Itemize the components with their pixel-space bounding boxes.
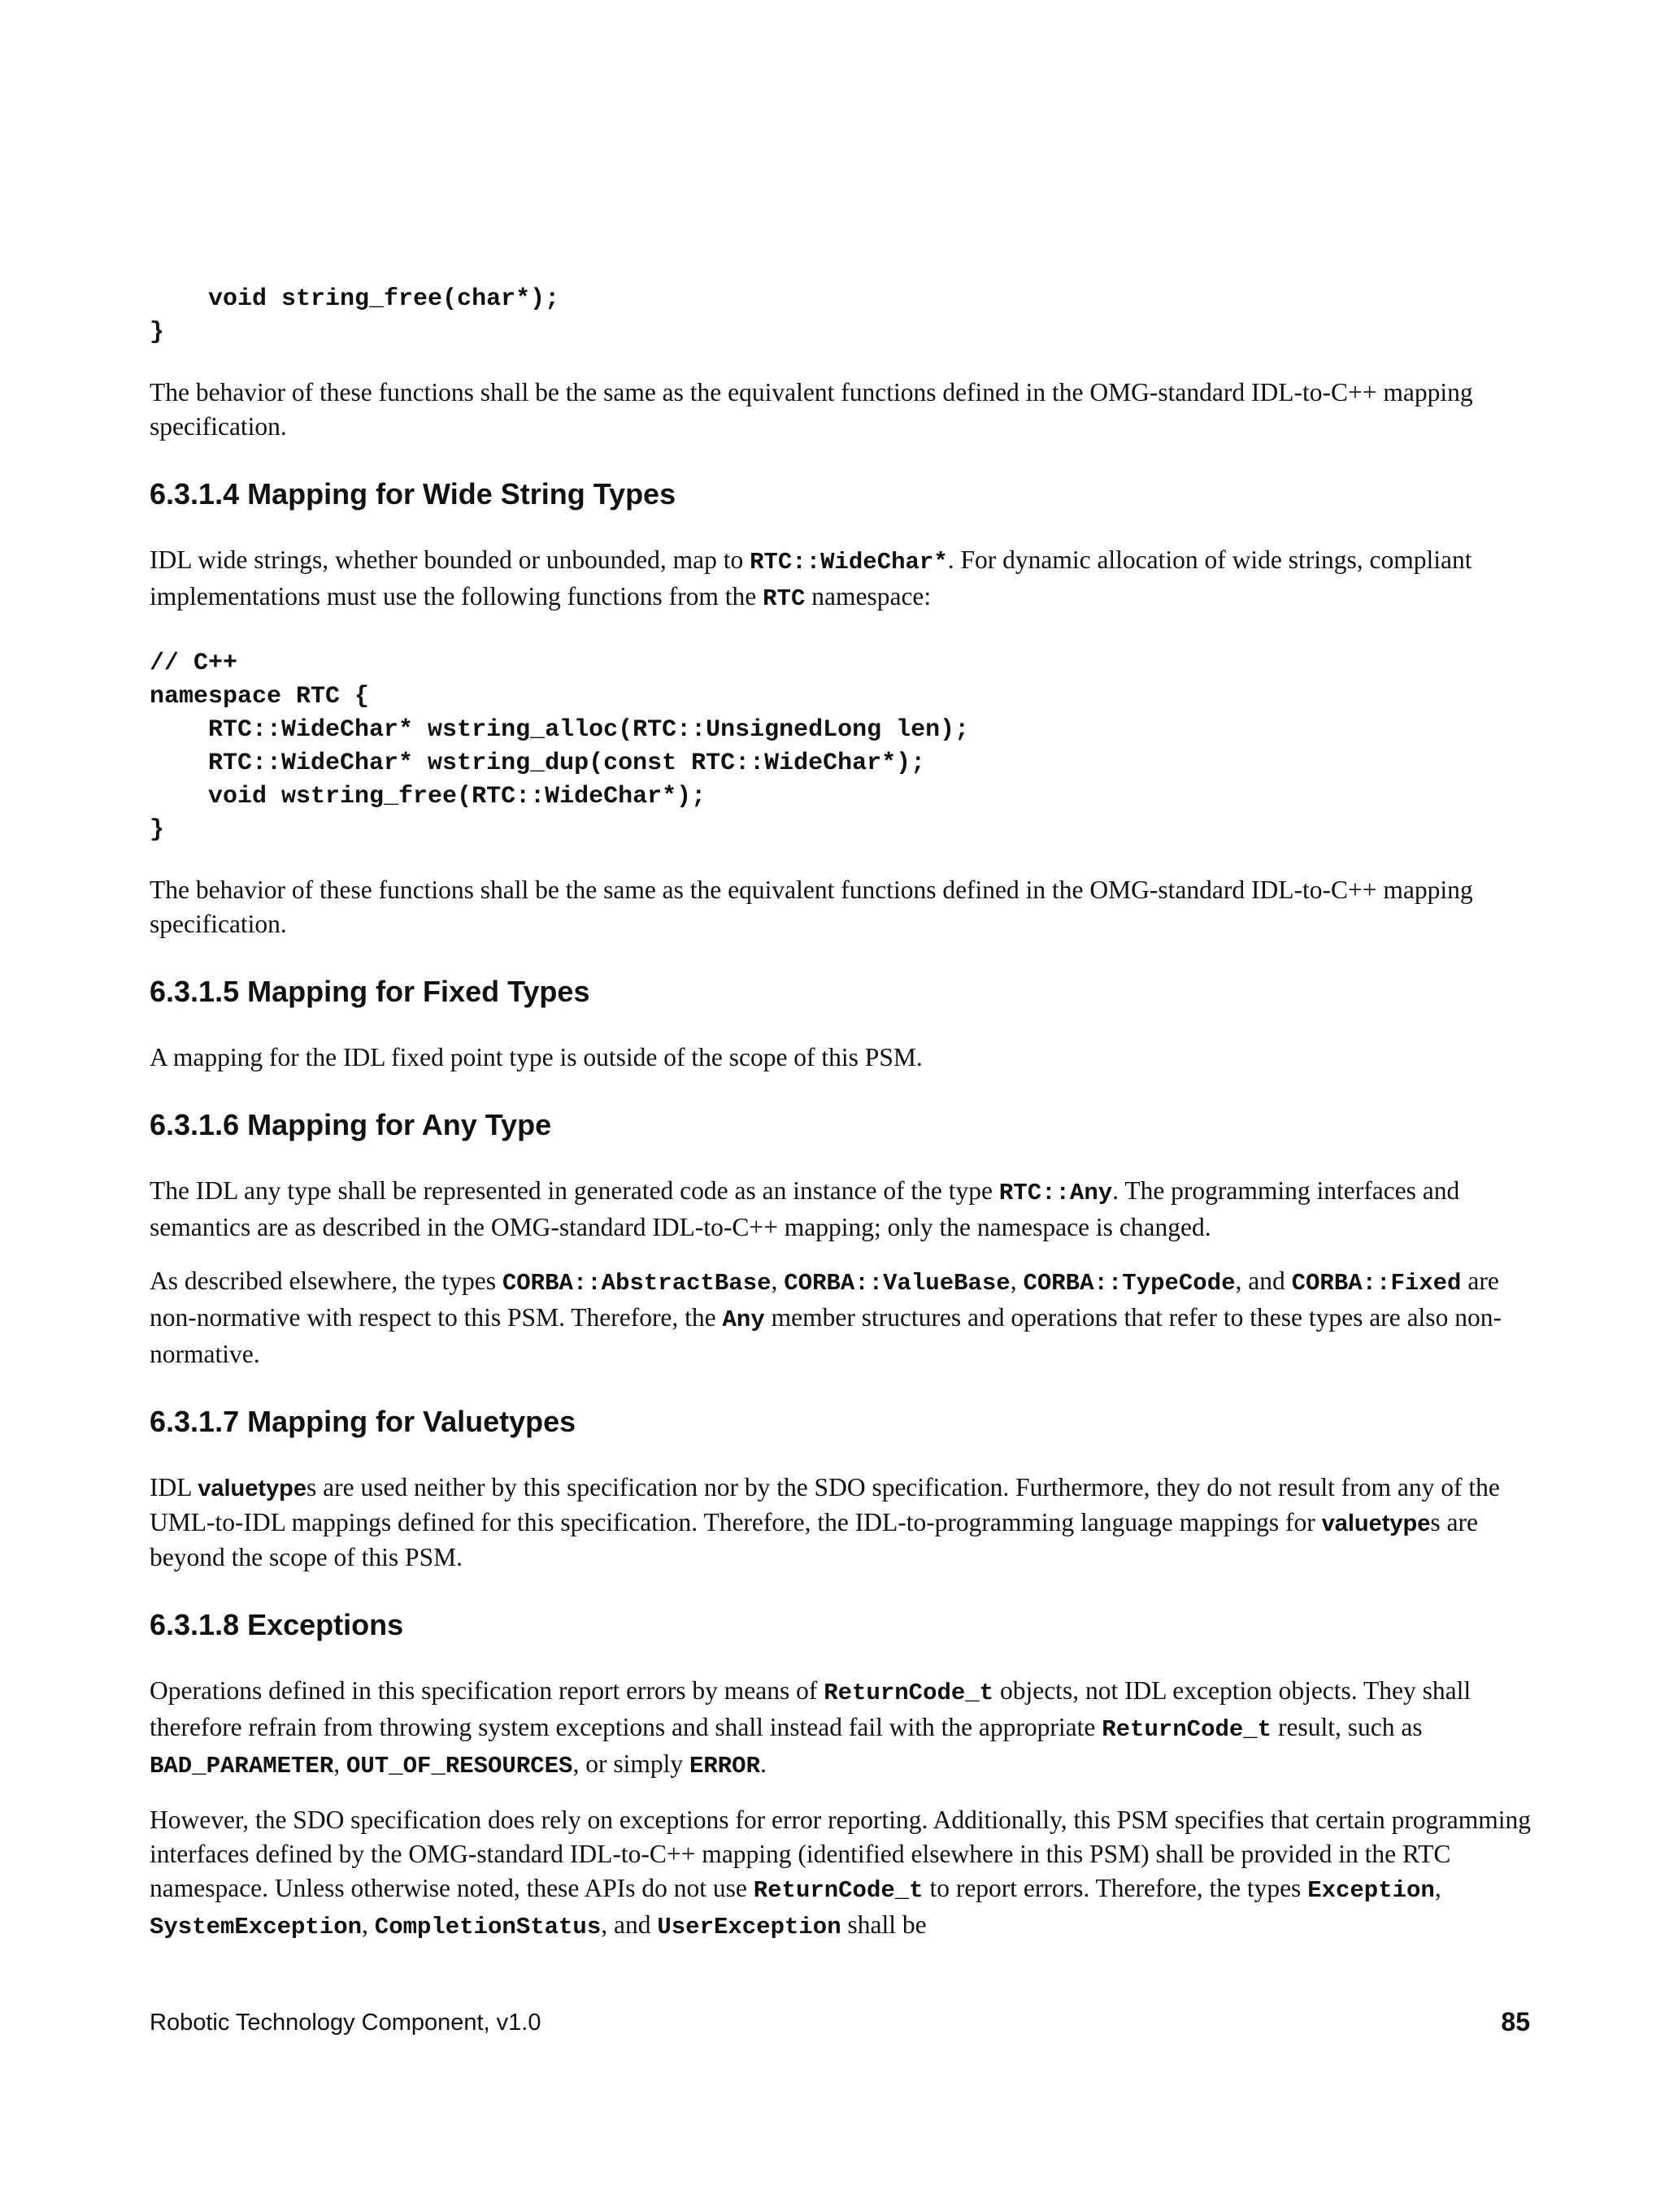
code-block-wstring-functions: // C++ namespace RTC { RTC::WideChar* wstring_alloc(RTC::UnsignedLong len); RTC::WideChar* wstring_dup(const RTC::WideChar*); void wstring_free(RTC::WideChar*); }: [150, 650, 970, 844]
code-term: BAD_PARAMETER: [150, 1753, 334, 1780]
keyword-term: valuetype: [198, 1475, 306, 1501]
paragraph-valuetypes: IDL valuetypes are used neither by this specification nor by the SDO specification. Furthermore, they do not result from any of the UML-to-IDL mappings defined for this specification. Therefore, the IDL-to-programming language mappings for valuetypes are beyond the scope of this PSM.: [150, 1473, 1500, 1571]
code-term: UserException: [657, 1914, 841, 1940]
heading-6-3-1-8: 6.3.1.8 Exceptions: [150, 1608, 404, 1641]
heading-6-3-1-4: 6.3.1.4 Mapping for Wide String Types: [150, 477, 676, 511]
paragraph-return-codes: Operations defined in this specification report errors by means of ReturnCode_t objects, not IDL exception objects. They shall therefore refrain from throwing system exceptions and shall instead fail with the appropriate ReturnCode_t result, such as BAD_PARAMETER, OUT_OF_RESOURCES, or simply ERROR.: [150, 1676, 1472, 1780]
code-term: SystemException: [150, 1914, 363, 1940]
code-block-string-free: void string_free(char*); }: [150, 285, 560, 346]
code-term: CORBA::AbstractBase: [502, 1270, 772, 1297]
code-term: ReturnCode_t: [753, 1877, 924, 1904]
paragraph-any-type: The IDL any type shall be represented in generated code as an instance of the type RTC::Any. The programming interfaces and semantics are as described in the OMG-standard IDL-to-C++ mapping; only the namespace is changed.: [150, 1176, 1460, 1241]
code-term: RTC::Any: [998, 1180, 1113, 1206]
paragraph-non-normative-types: As described elsewhere, the types CORBA::AbstractBase, CORBA::ValueBase, CORBA::TypeCode, and CORBA::Fixed are non-normative with respect to this PSM. Therefore, the Any member structures and operations that refer to these types are also non-normative.: [150, 1267, 1502, 1368]
code-term: RTC::WideChar*: [750, 549, 948, 576]
paragraph-sdo-exceptions: However, the SDO specification does rely on exceptions for error reporting. Additionally, this PSM specifies that certain programming interfaces defined by the OMG-standard IDL-to-C++ mapping (identified elsewhere in this PSM) shall be provided in the RTC namespace. Unless otherwise noted, these APIs do not use ReturnCode_t to report errors. Therefore, the types Exception, SystemException, CompletionStatus, and UserException shall be: [150, 1806, 1532, 1940]
code-term: ReturnCode_t: [1102, 1716, 1272, 1743]
paragraph-wstring-behavior: The behavior of these functions shall be the same as the equivalent functions defined in the OMG-standard IDL-to-C++ mapping specification.: [150, 876, 1473, 938]
code-term: Exception: [1307, 1877, 1435, 1904]
paragraph-fixed-types: A mapping for the IDL fixed point type is outside of the scope of this PSM.: [150, 1043, 923, 1071]
code-term: ERROR: [689, 1753, 760, 1780]
code-term: ReturnCode_t: [824, 1680, 994, 1706]
heading-6-3-1-5: 6.3.1.5 Mapping for Fixed Types: [150, 975, 590, 1008]
footer-page-number: 85: [1501, 2007, 1530, 2036]
code-term: CompletionStatus: [374, 1914, 602, 1940]
code-term: CORBA::Fixed: [1291, 1270, 1462, 1297]
paragraph-wide-strings: IDL wide strings, whether bounded or unbounded, map to RTC::WideChar*. For dynamic allocation of wide strings, compliant implementations must use the following functions from the RTC namespace:: [150, 545, 1472, 612]
code-term: RTC: [763, 585, 806, 612]
paragraph-string-behavior: The behavior of these functions shall be the same as the equivalent functions defined in the OMG-standard IDL-to-C++ mapping specification.: [150, 378, 1473, 441]
code-term: CORBA::TypeCode: [1023, 1270, 1236, 1297]
heading-6-3-1-6: 6.3.1.6 Mapping for Any Type: [150, 1108, 552, 1141]
code-term: Any: [722, 1306, 765, 1333]
keyword-term: valuetype: [1321, 1510, 1431, 1536]
code-term: CORBA::ValueBase: [784, 1270, 1011, 1297]
heading-6-3-1-7: 6.3.1.7 Mapping for Valuetypes: [150, 1405, 576, 1438]
page-content: [150, 283, 1532, 1945]
footer-document-title: Robotic Technology Component, v1.0: [150, 2010, 541, 2036]
code-term: OUT_OF_RESOURCES: [346, 1753, 573, 1780]
